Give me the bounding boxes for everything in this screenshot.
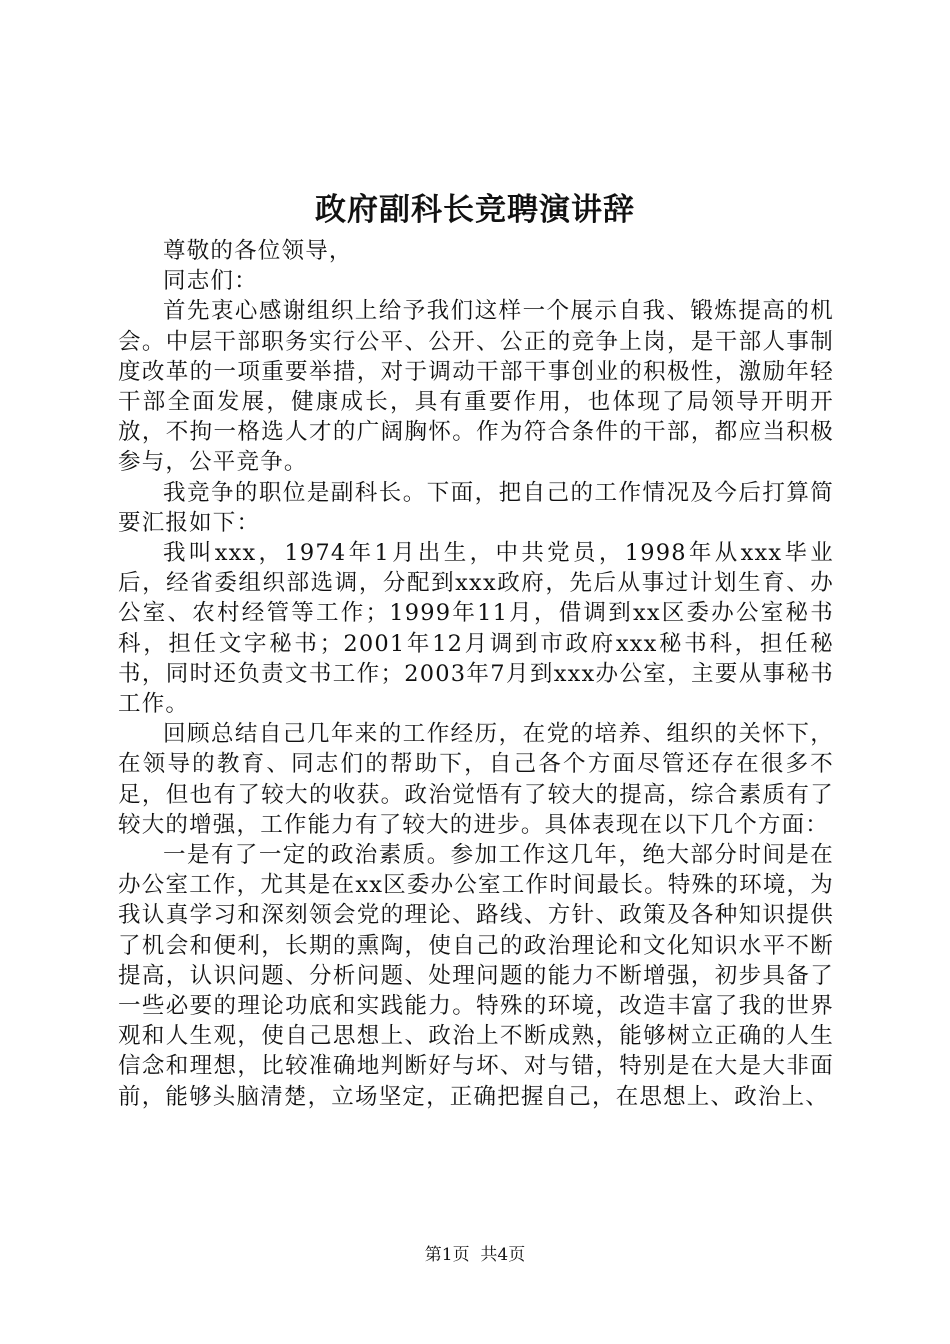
document-body bbox=[118, 236, 834, 1112]
paragraph-resume: 我叫xxx，1974年1月出生，中共党员，1998年从xxx毕业后，经省委组织部选调，分配到xxx政府，先后从事过计划生育、办公室、农村经管等工作；1999年11月，借调到xx区委办公室秘书科，担任文字秘书；2001年12月调到市政府xxx秘书科，担任秘书，同时还负责文书工作；2003年7月到xxx办公室，主要从事秘书工作。 bbox=[118, 540, 834, 718]
paragraph-salutation-2: 同志们： bbox=[163, 268, 258, 295]
paragraph-review: 回顾总结自己几年来的工作经历，在党的培养、组织的关怀下，在领导的教育、同志们的帮助下，自己各个方面尽管还存在很多不足，但也有了较大的收获。政治觉悟有了较大的提高，综合素质有了较大的增强，工作能力有了较大的进步。具体表现在以下几个方面： bbox=[118, 721, 834, 838]
page-footer bbox=[0, 1243, 950, 1267]
paragraph-opening: 首先衷心感谢组织上给予我们这样一个展示自我、锻炼提高的机会。中层干部职务实行公平、公开、公正的竞争上岗，是干部人事制度改革的一项重要举措，对于调动干部干事创业的积极性，激励年轻干部全面发展，健康成长，具有重要作用，也体现了局领导开明开放，不拘一格选人才的广阔胸怀。作为符合条件的干部，都应当积极参与，公平竞争。 bbox=[118, 298, 834, 476]
paragraph-salutation-1: 尊敬的各位领导， bbox=[163, 238, 353, 264]
paragraph-political-quality: 一是有了一定的政治素质。参加工作这几年，绝大部分时间是在办公室工作，尤其是在xx区委办公室工作时间最长。特殊的环境，为我认真学习和深刻领会党的理论、路线、方针、政策及各种知识提供了机会和便利，长期的熏陶，使自己的政治理论和文化知识水平不断提高，认识问题、分析问题、处理问题的能力不断增强，初步具备了一些必要的理论功底和实践能力。特殊的环境，改造丰富了我的世界观和人生观，使自己思想上、政治上不断成熟，能够树立正确的人生信念和理想，比较准确地判断好与坏、对与错，特别是在大是大非面前，能够头脑清楚，立场坚定，正确把握自己，在思想上、政治上、 bbox=[118, 842, 834, 1110]
page-number: 第1页 共4页 bbox=[424, 1245, 526, 1265]
document-title: 政府副科长竞聘演讲辞 bbox=[315, 192, 635, 228]
paragraph-position: 我竞争的职位是副科长。下面，把自己的工作情况及今后打算简要汇报如下： bbox=[118, 479, 834, 536]
